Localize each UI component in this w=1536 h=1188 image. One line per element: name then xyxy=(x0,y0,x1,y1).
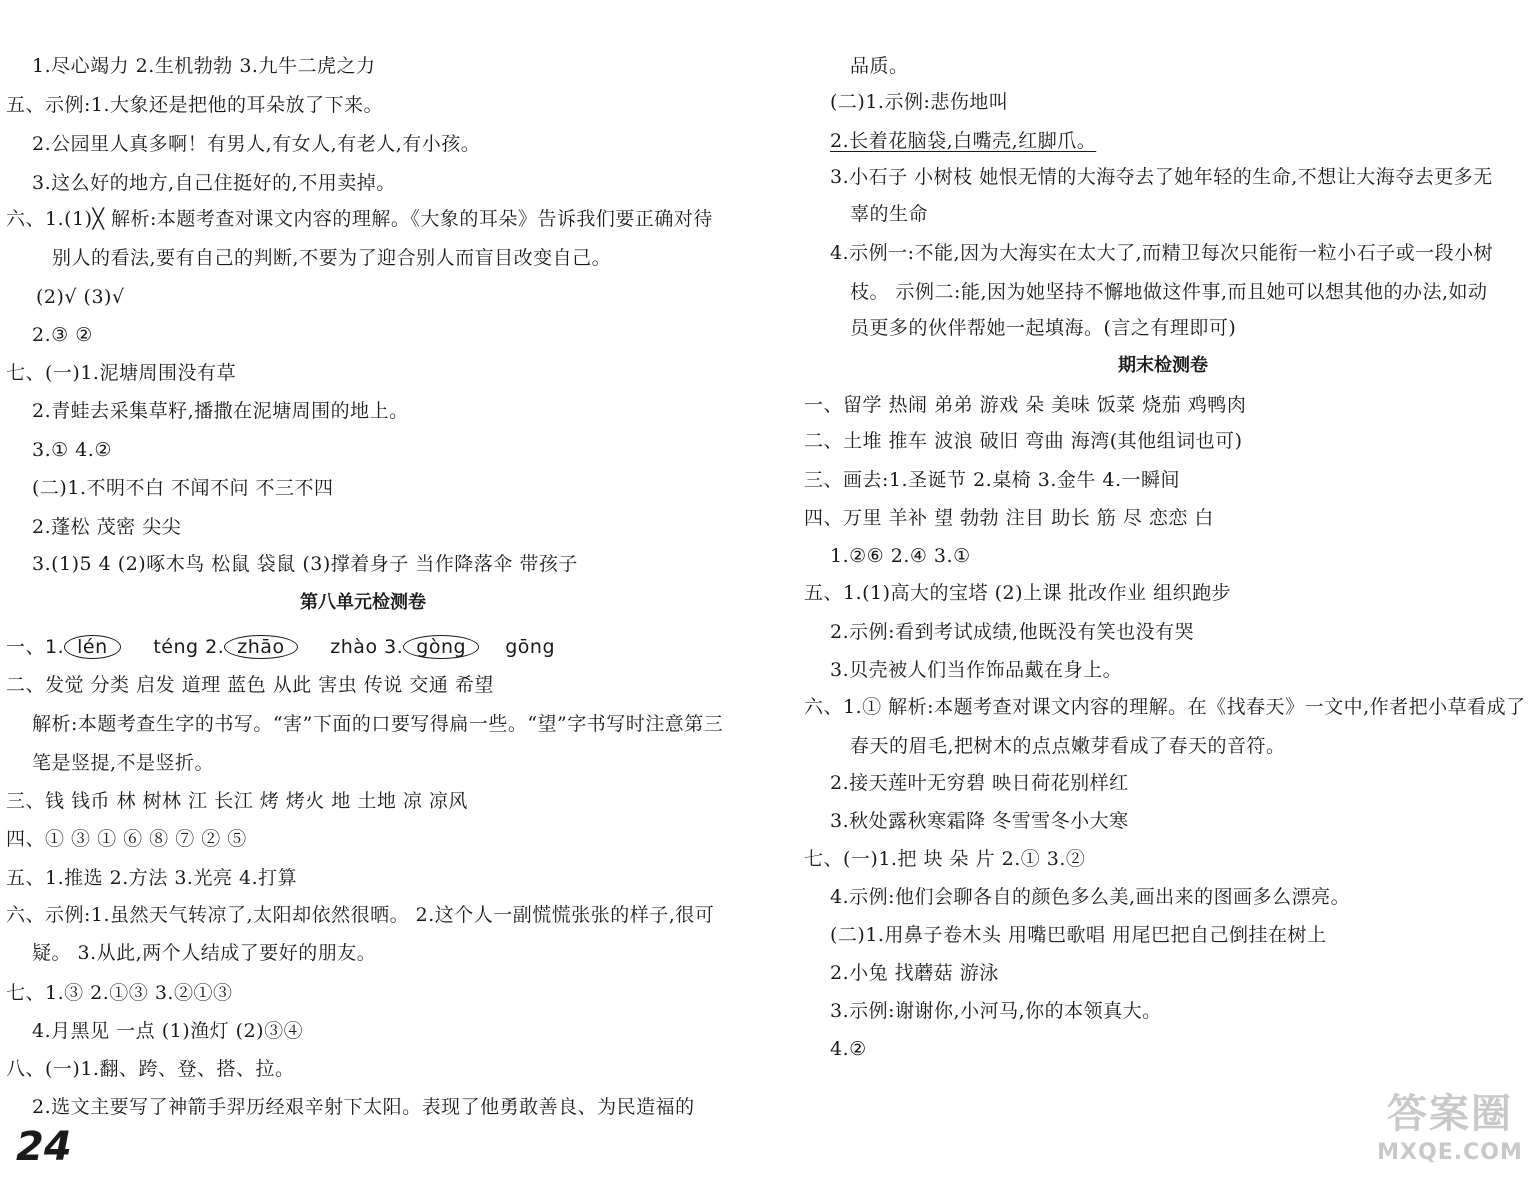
text-line: (二)1.用鼻子卷木头 用嘴巴歌唱 用尾巴把自己倒挂在树上 xyxy=(830,924,1327,946)
text-line: (2)√ (3)√ xyxy=(36,286,125,308)
text-line: 3.(1)5 4 (2)啄木鸟 松鼠 袋鼠 (3)撑着身子 当作降落伞 带孩子 xyxy=(32,553,578,575)
text-line: 员更多的伙伴帮她一起填海。(言之有理即可) xyxy=(850,317,1237,339)
text-line: 七、1.③ 2.①③ 3.②①③ xyxy=(6,982,233,1004)
text-line: 四、① ③ ① ⑥ ⑧ ⑦ ② ⑤ xyxy=(6,828,247,850)
text-line: 五、1.推选 2.方法 3.光亮 4.打算 xyxy=(6,867,298,889)
text-line: 3.贝壳被人们当作饰品戴在身上。 xyxy=(830,659,1123,681)
text-line: 4.示例一:不能,因为大海实在太大了,而精卫每次只能衔一粒小石子或一段小树 xyxy=(830,242,1494,264)
text-line: 3.示例:谢谢你,小河马,你的本领真大。 xyxy=(830,1000,1162,1022)
text-line: 二、发觉 分类 启发 道理 蓝色 从此 害虫 传说 交通 希望 xyxy=(6,674,494,696)
text-line: 1.尽心竭力 2.生机勃勃 3.九牛二虎之力 xyxy=(32,55,376,77)
text-line: 七、(一)1.泥塘周围没有草 xyxy=(6,362,236,384)
pinyin: téng xyxy=(153,636,199,658)
text-line: 六、1.① 解析:本题考查对课文内容的理解。在《找春天》一文中,作者把小草看成了 xyxy=(804,696,1526,718)
text-line: 2.长着花脑袋,白嘴壳,红脚爪。 xyxy=(830,130,1097,152)
text-line: 3.① 4.② xyxy=(32,439,112,461)
text-line: 三、画去:1.圣诞节 2.桌椅 3.金牛 4.一瞬间 xyxy=(804,469,1181,491)
item-number: 2. xyxy=(205,636,225,658)
section-heading: 第八单元检测卷 xyxy=(300,592,426,613)
text-line: 七、(一)1.把 块 朵 片 2.① 3.② xyxy=(804,848,1086,870)
text-line: 五、示例:1.大象还是把他的耳朵放了下来。 xyxy=(6,94,384,116)
text-line: 二、土堆 推车 波浪 破旧 弯曲 海湾(其他组词也可) xyxy=(804,430,1243,452)
text-line: 2.③ ② xyxy=(32,324,93,346)
text-line: 1.②⑥ 2.④ 3.① xyxy=(830,545,971,567)
text-line: 2.蓬松 茂密 尖尖 xyxy=(32,516,182,538)
text-line: 2.青蛙去采集草籽,播撒在泥塘周围的地上。 xyxy=(32,400,409,422)
item-prefix: 一、1. xyxy=(6,636,65,658)
section-heading: 期末检测卷 xyxy=(1118,355,1208,376)
text-line: 疑。 3.从此,两个人结成了要好的朋友。 xyxy=(32,942,377,964)
text-line: 一、留学 热闹 弟弟 游戏 朵 美味 饭菜 烧茄 鸡鸭肉 xyxy=(804,394,1247,416)
circled-pinyin: zhāo xyxy=(224,635,297,659)
item-number: 3. xyxy=(384,636,404,658)
watermark-logo xyxy=(1370,1090,1530,1184)
watermark-url: MXQE.COM xyxy=(1377,1140,1523,1165)
text-line: 枝。 示例二:能,因为她坚持不懈地做这件事,而且她可以想其他的办法,如动 xyxy=(850,281,1488,303)
page-number: 24 xyxy=(16,1124,72,1170)
text-line: 2.接天莲叶无穷碧 映日荷花别样红 xyxy=(830,772,1129,794)
pinyin: zhào xyxy=(330,636,378,658)
text-line: 2.公园里人真多啊！有男人,有女人,有老人,有小孩。 xyxy=(32,133,481,155)
text-line: 辜的生命 xyxy=(850,203,929,225)
text-line: 2.示例:看到考试成绩,他既没有笑也没有哭 xyxy=(830,621,1195,643)
circled-pinyin: lén xyxy=(64,635,121,659)
text-line: 3.秋处露秋寒霜降 冬雪雪冬小大寒 xyxy=(830,810,1129,832)
pinyin: gōng xyxy=(505,636,556,658)
text-line: 4.示例:他们会聊各自的颜色多么美,画出来的图画多么漂亮。 xyxy=(830,886,1351,908)
text-line: 解析:本题考查生字的书写。“害”下面的口要写得扁一些。“望”字书写时注意第三 xyxy=(32,713,724,735)
text-line: 六、1.(1)╳ 解析:本题考查对课文内容的理解。《大象的耳朵》告诉我们要正确对待 xyxy=(6,208,713,230)
text-line: 六、示例:1.虽然天气转凉了,太阳却依然很晒。 2.这个人一副慌慌张张的样子,很可 xyxy=(6,904,715,926)
text-line: 别人的看法,要有自己的判断,不要为了迎合别人而盲目改变自己。 xyxy=(52,247,612,269)
text-line: 笔是竖提,不是竖折。 xyxy=(32,752,215,774)
text-line: (二)1.不明不白 不闻不问 不三不四 xyxy=(32,477,334,499)
text-line: (二)1.示例:悲伤地叫 xyxy=(830,91,1009,113)
circled-pinyin: gòng xyxy=(403,635,479,659)
text-line: 三、钱 钱币 林 树林 江 长江 烤 烤火 地 土地 凉 凉风 xyxy=(6,790,468,812)
text-line: 3.这么好的地方,自己住挺好的,不用卖掉。 xyxy=(32,172,396,194)
text-line: 四、万里 羊补 望 勃勃 注目 助长 筋 尽 恋恋 白 xyxy=(804,507,1214,529)
text-line: 2.小兔 找蘑菇 游泳 xyxy=(830,962,999,984)
text-line: 4.② xyxy=(830,1038,867,1060)
pinyin-line xyxy=(6,634,555,660)
text-line: 4.月黑见 一点 (1)渔灯 (2)③④ xyxy=(32,1020,304,1042)
text-line: 五、1.(1)高大的宝塔 (2)上课 批改作业 组织跑步 xyxy=(804,582,1232,604)
text-line: 2.选文主要写了神箭手羿历经艰辛射下太阳。表现了他勇敢善良、为民造福的 xyxy=(32,1096,695,1118)
text-line: 春天的眉毛,把树木的点点嫩芽看成了春天的音符。 xyxy=(850,735,1286,757)
text-line: 3.小石子 小树枝 她恨无情的大海夺去了她年轻的生命,不想让大海夺去更多无 xyxy=(830,166,1493,188)
text-line: 品质。 xyxy=(850,55,909,77)
watermark-text: 答案圈 xyxy=(1387,1091,1513,1137)
text-line: 八、(一)1.翻、跨、登、搭、拉。 xyxy=(6,1058,295,1080)
